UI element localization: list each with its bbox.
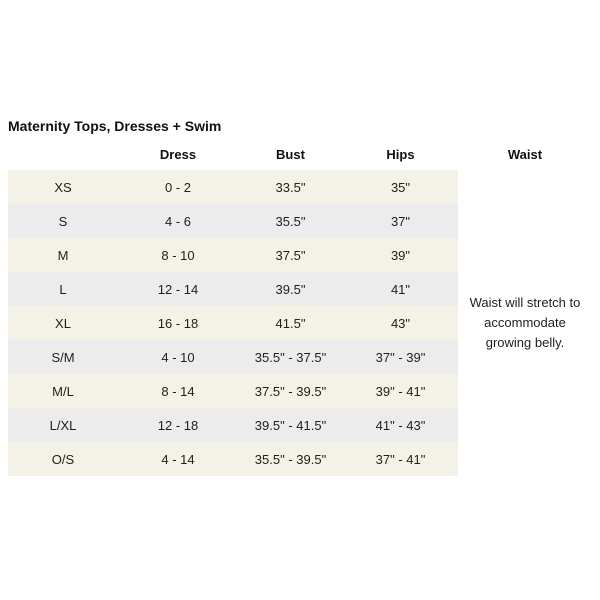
size-cell: M (8, 238, 118, 272)
dress-cell: 12 - 18 (118, 408, 238, 442)
hips-cell: 37" (343, 204, 458, 238)
dress-cell: 4 - 6 (118, 204, 238, 238)
size-cell: M/L (8, 374, 118, 408)
bust-cell: 37.5" - 39.5" (238, 374, 343, 408)
size-cell: S/M (8, 340, 118, 374)
chart-title: Maternity Tops, Dresses + Swim (8, 118, 222, 134)
size-cell: L (8, 272, 118, 306)
size-cell: L/XL (8, 408, 118, 442)
size-cell: XS (8, 170, 118, 204)
size-cell: O/S (8, 442, 118, 476)
column-header-size (8, 143, 118, 170)
hips-cell: 39" - 41" (343, 374, 458, 408)
dress-cell: 8 - 10 (118, 238, 238, 272)
column-header-dress: Dress (118, 143, 238, 170)
hips-cell: 41" (343, 272, 458, 306)
table-row (8, 170, 592, 204)
dress-cell: 4 - 10 (118, 340, 238, 374)
header-row (8, 143, 592, 170)
dress-cell: 0 - 2 (118, 170, 238, 204)
dress-cell: 4 - 14 (118, 442, 238, 476)
dress-cell: 8 - 14 (118, 374, 238, 408)
hips-cell: 35" (343, 170, 458, 204)
bust-cell: 41.5" (238, 306, 343, 340)
hips-cell: 43" (343, 306, 458, 340)
waist-note-cell: Waist will stretch to accommodate growing belly. (458, 170, 592, 476)
bust-cell: 35.5" - 39.5" (238, 442, 343, 476)
hips-cell: 37" - 41" (343, 442, 458, 476)
bust-cell: 37.5" (238, 238, 343, 272)
hips-cell: 37" - 39" (343, 340, 458, 374)
column-header-bust: Bust (238, 143, 343, 170)
bust-cell: 33.5" (238, 170, 343, 204)
bust-cell: 35.5" (238, 204, 343, 238)
dress-cell: 12 - 14 (118, 272, 238, 306)
size-cell: XL (8, 306, 118, 340)
bust-cell: 39.5" (238, 272, 343, 306)
size-chart-table (8, 143, 592, 476)
column-header-waist: Waist (458, 143, 592, 170)
dress-cell: 16 - 18 (118, 306, 238, 340)
hips-cell: 39" (343, 238, 458, 272)
bust-cell: 35.5" - 37.5" (238, 340, 343, 374)
size-cell: S (8, 204, 118, 238)
bust-cell: 39.5" - 41.5" (238, 408, 343, 442)
hips-cell: 41" - 43" (343, 408, 458, 442)
column-header-hips: Hips (343, 143, 458, 170)
